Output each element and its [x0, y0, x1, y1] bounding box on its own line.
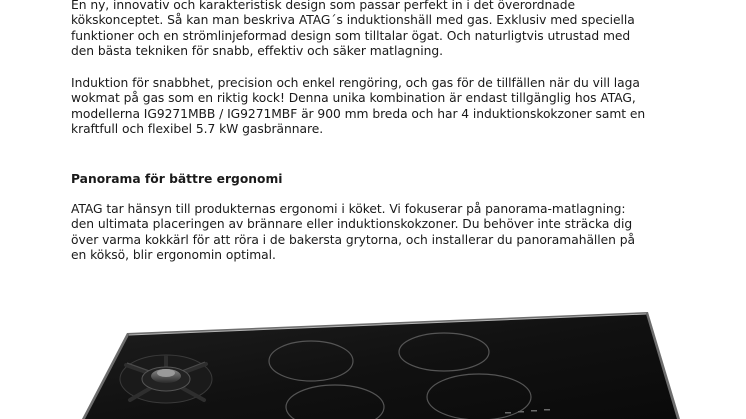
- text-line: wokmat på gas som en riktig kock! Denna unika kombination är endast tillgänglig hos ATAG,: [71, 91, 636, 106]
- text-line: kraftfull och flexibel 5.7 kW gasbrännare.: [71, 121, 324, 136]
- intro-paragraph: [71, 0, 711, 59]
- text-line: ATAG tar hänsyn till produkternas ergonomi i köket. Vi fokuserar på panorama-matlagning:: [71, 202, 626, 216]
- touch-controls: [505, 409, 550, 414]
- text-line: Induktion för snabbhet, precision och enkel rengöring, och gas för de tillfällen när du vill laga: [71, 76, 640, 90]
- text-line: funktioner och en strömlinjeformad design som tilltalar ögat. Och naturligtvis utrustad med: [71, 28, 631, 43]
- text-line: modellerna IG9271MBB / IG9271MBF är 900 mm breda och har 4 induktionskokzoner samt en: [71, 106, 646, 121]
- induction-zone-back-left: [269, 341, 353, 381]
- text-line: kökskonceptet. Så kan man beskriva ATAG´s induktionshäll med gas. Exklusiv med speciella: [71, 13, 635, 28]
- induction-zone-front-right: [427, 374, 531, 419]
- glass-surface: [82, 312, 680, 419]
- induction-zone-front-left: [286, 385, 384, 419]
- text-line: över varma kokkärl för att röra i de bakersta grytorna, och installerar du panoramahällen på: [71, 232, 636, 247]
- text-line: en köksö, blir ergonomin optimal.: [71, 247, 276, 262]
- induction-paragraph: [71, 76, 711, 137]
- text-line: den ultimata placeringen av brännare eller induktionskokzoner. Du behöver inte sträcka dig: [71, 217, 633, 232]
- text-line: den bästa tekniken för snabb, effektiv och säker matlagning.: [71, 43, 444, 58]
- induction-zones: [269, 333, 531, 419]
- induction-zone-back-right: [399, 333, 489, 371]
- section-heading: Panorama för bättre ergonomi: [71, 172, 283, 186]
- text-line: En ny, innovativ och karakteristisk design som passar perfekt in i det överordnade: [71, 0, 576, 12]
- gas-burner: [120, 355, 212, 403]
- ergonomics-paragraph: [71, 202, 711, 263]
